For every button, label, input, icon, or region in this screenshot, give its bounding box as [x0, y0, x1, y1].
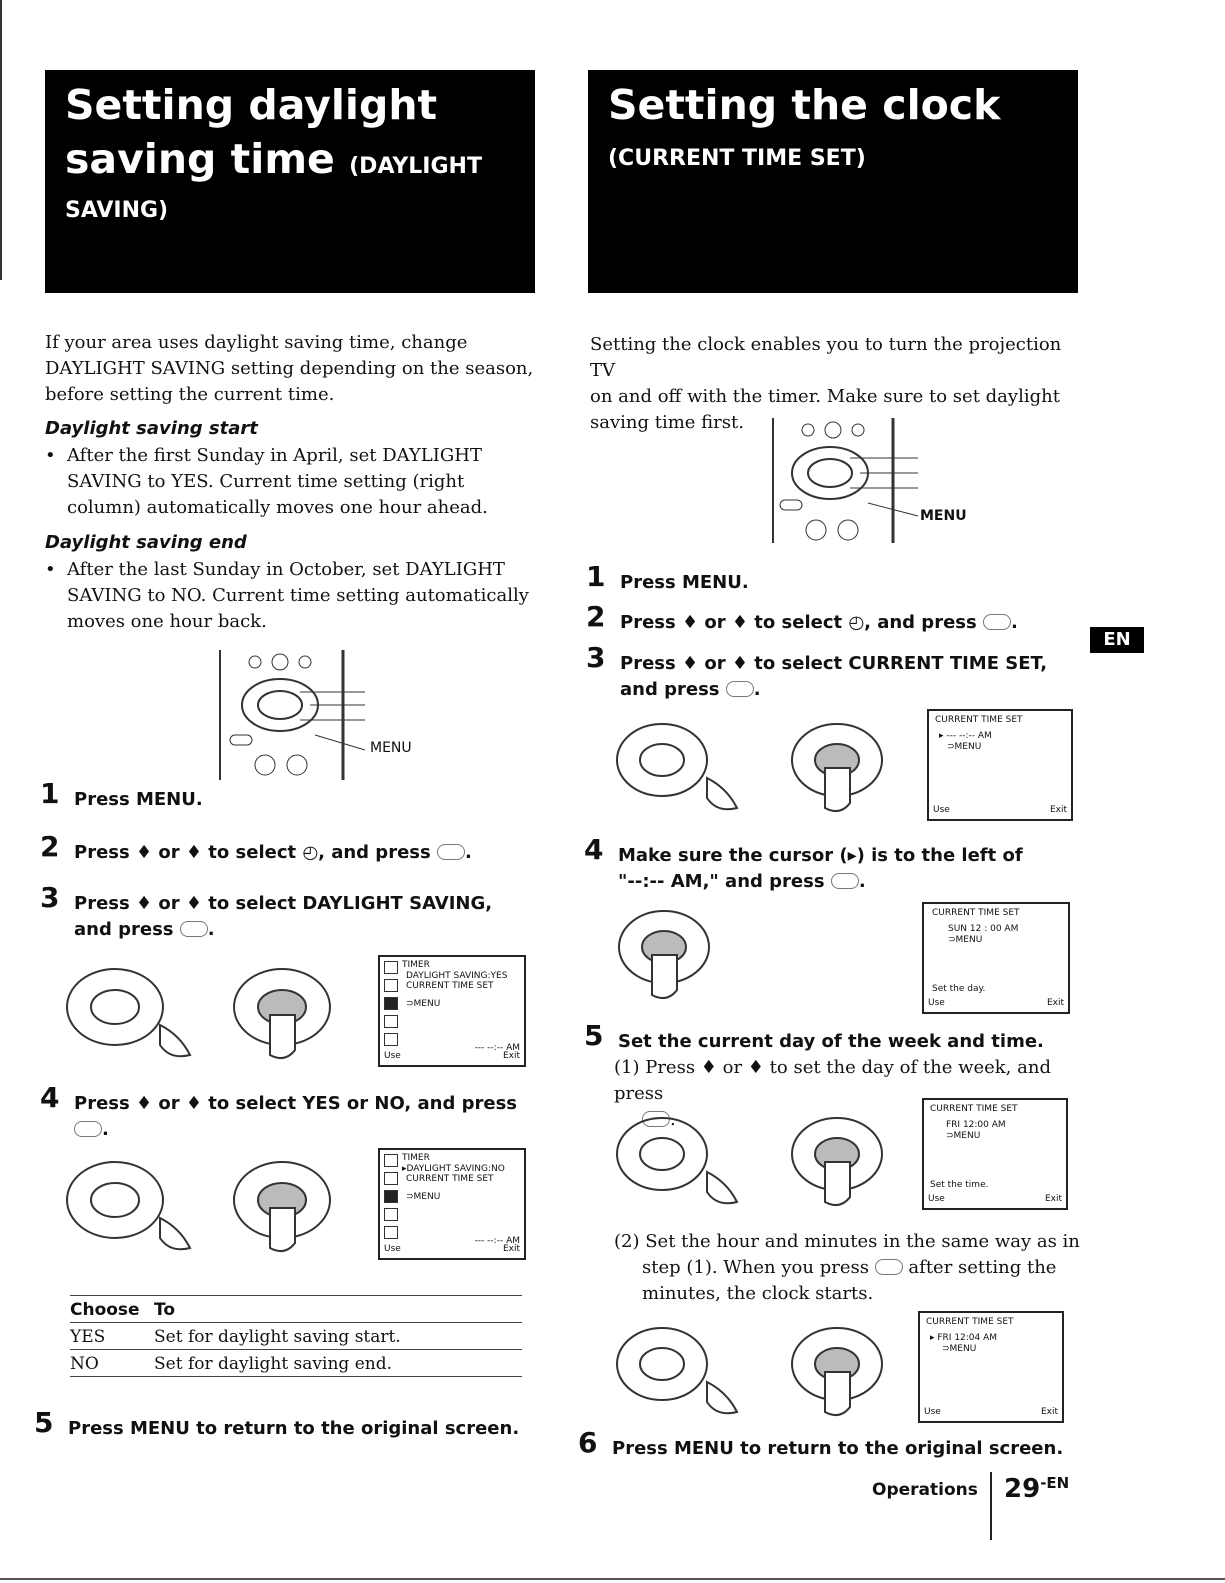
left-step-4-line1: Press ♦ or ♦ to select YES or NO, and press: [74, 1093, 518, 1114]
right-step-3-line2-text: and press: [620, 679, 726, 700]
left-step-4: [40, 1081, 518, 1143]
left-step-3-line2: [74, 917, 492, 943]
right-step-3: [586, 641, 1048, 703]
left-intro-line3: before setting the current time.: [45, 384, 335, 405]
osd-exit-label: Exit: [1046, 998, 1064, 1008]
right-step-1: [586, 560, 749, 596]
right-osd-3: [922, 1098, 1068, 1210]
left-step-2-tail: .: [464, 842, 472, 863]
osd-hint: Set the time.: [930, 1180, 989, 1190]
enter-button-icon: [437, 844, 465, 860]
table-row: [70, 1323, 522, 1350]
right-step-2: [586, 600, 1018, 636]
right-step-2-tail: .: [1010, 612, 1018, 633]
osd-line: CURRENT TIME SET: [406, 1174, 494, 1184]
osd-line: CURRENT TIME SET: [926, 1317, 1014, 1327]
osd-time: --- --:-- AM: [474, 1043, 520, 1053]
right-title-line1: Setting the clock: [608, 81, 1001, 129]
left-title-paren2: SAVING): [65, 198, 169, 223]
enter-button-icon: [983, 614, 1011, 630]
osd-line: ▸ --- --:-- AM: [939, 731, 992, 741]
left-step-3: [40, 881, 493, 943]
osd-line: TIMER: [402, 960, 430, 970]
right-hand-illustration-4: [612, 1322, 902, 1422]
timer-icon: [384, 997, 398, 1010]
footer-divider: [990, 1472, 992, 1540]
right-osd-1: [927, 709, 1073, 821]
left-step-2-number: 2: [40, 830, 60, 863]
osd-line: ⊃MENU: [947, 742, 982, 752]
right-step-4-line2-text: "--:-- AM," and press: [618, 871, 831, 892]
right-step-3-tail: .: [753, 679, 761, 700]
setup-icon: [384, 1208, 398, 1221]
right-hand-illustration-2: [612, 905, 722, 1005]
osd-line: CURRENT TIME SET: [930, 1104, 1018, 1114]
right-step-5-text: Set the current day of the week and time.: [618, 1031, 1044, 1052]
right-osd-4: [918, 1311, 1064, 1423]
left-step-4-number: 4: [40, 1081, 60, 1114]
end-line3: moves one hour back.: [67, 611, 267, 632]
enter-button-icon: [74, 1121, 102, 1137]
substep-2-line2: [614, 1255, 1084, 1281]
right-step-4-line1: Make sure the cursor (▸) is to the left of: [618, 845, 1023, 866]
osd-exit-label: Exit: [1040, 1407, 1058, 1417]
osd-use-label: Use: [933, 805, 950, 815]
left-title-paren1: (DAYLIGHT: [349, 154, 482, 179]
osd-line: ⊃MENU: [948, 935, 983, 945]
enter-button-icon: [726, 681, 754, 697]
right-title-banner: [588, 70, 1078, 293]
osd-use-label: Use: [928, 1194, 945, 1204]
left-intro-line2: DAYLIGHT SAVING setting depending on the season,: [45, 358, 534, 379]
caption-icon: [384, 1226, 398, 1239]
left-intro: [45, 330, 545, 408]
left-step-1: [40, 777, 203, 813]
left-step-3-line2-text: and press: [74, 919, 180, 940]
table-cell: NO: [70, 1354, 99, 1374]
left-title-banner: [45, 70, 535, 293]
music-icon: [384, 979, 398, 992]
left-hand-illustration-2: [60, 1158, 340, 1258]
right-remote-illustration: [768, 418, 968, 548]
daylight-start-bullet: [45, 443, 545, 521]
left-remote-illustration: [215, 650, 415, 790]
bottom-edge-line: [0, 1578, 1225, 1580]
right-intro-line2: on and off with the timer. Make sure to set daylight: [590, 386, 1060, 407]
table-cell: Set for daylight saving start.: [154, 1327, 401, 1347]
language-badge: EN: [1090, 627, 1144, 653]
left-step-2-text-b: , and press: [318, 842, 437, 863]
start-line1: • After the first Sunday in April, set DAYLIGHT: [67, 445, 482, 466]
substep-2-line2-b: after setting the: [908, 1257, 1057, 1278]
right-step-5-number: 5: [584, 1019, 604, 1052]
osd-line: ▸DAYLIGHT SAVING:NO: [402, 1164, 505, 1174]
left-hand-illustration-1: [60, 965, 340, 1065]
daylight-end-bullet: [45, 557, 545, 635]
right-step-6: [578, 1426, 1064, 1462]
footer-section: Operations: [872, 1480, 978, 1500]
right-step-6-text: Press MENU to return to the original screen.: [612, 1438, 1064, 1459]
osd-icon-column: [384, 1154, 400, 1244]
music-icon: [384, 1172, 398, 1185]
osd-hint: Set the day.: [932, 984, 986, 994]
footer-page-number: [1004, 1474, 1069, 1504]
table-cell: Set for daylight saving end.: [154, 1354, 392, 1374]
right-hand-illustration-3: [612, 1112, 902, 1212]
table-cell: YES: [70, 1327, 106, 1347]
osd-exit-label: Exit: [1049, 805, 1067, 815]
osd-footer: [384, 1051, 520, 1062]
osd-footer: [384, 1244, 520, 1255]
page-number: 29: [1004, 1474, 1041, 1504]
substep-2-line2-a: step (1). When you press: [642, 1257, 869, 1278]
osd-time: --- --:-- AM: [474, 1236, 520, 1246]
choose-table: [70, 1295, 522, 1377]
left-edge-mark: [0, 0, 2, 280]
osd-exit-label: Exit: [1044, 1194, 1062, 1204]
osd-line: ⊃MENU: [946, 1131, 981, 1141]
osd-line: CURRENT TIME SET: [932, 908, 1020, 918]
setup-icon: [384, 1015, 398, 1028]
left-step-1-number: 1: [40, 777, 60, 810]
table-header-row: [70, 1296, 522, 1323]
enter-button-icon: [875, 1259, 903, 1275]
right-intro-line3: saving time first.: [590, 412, 744, 433]
right-step-2-text-a: Press ♦ or ♦ to select: [620, 612, 849, 633]
table-row: [70, 1350, 522, 1377]
right-step-1-text: Press MENU.: [620, 572, 749, 593]
right-step-3-number: 3: [586, 641, 606, 674]
clock-icon: ◴: [848, 612, 865, 633]
osd-use-label: Use: [384, 1244, 401, 1254]
right-step-5: [584, 1019, 1044, 1055]
left-step-5-text: Press MENU to return to the original screen.: [68, 1418, 520, 1439]
osd-line: SUN 12 : 00 AM: [948, 924, 1019, 934]
left-osd-1: [378, 955, 526, 1067]
left-step-3-number: 3: [40, 881, 60, 914]
osd-footer: [928, 998, 1064, 1009]
left-intro-line1: If your area uses daylight saving time, change: [45, 332, 468, 353]
osd-footer: [928, 1194, 1062, 1205]
right-step-3-line2: [620, 677, 1047, 703]
left-step-2-text-a: Press ♦ or ♦ to select: [74, 842, 303, 863]
left-step-3-tail: .: [207, 919, 215, 940]
osd-line: FRI 12:00 AM: [946, 1120, 1006, 1130]
page-suffix: -EN: [1040, 1474, 1070, 1492]
table-header-to: To: [154, 1300, 176, 1320]
right-title-paren: (CURRENT TIME SET): [608, 146, 866, 171]
clock-icon: ◴: [302, 842, 319, 863]
substep-2-line3: minutes, the clock starts.: [642, 1283, 874, 1304]
osd-line: ▸ FRI 12:04 AM: [930, 1333, 998, 1343]
osd-footer: [924, 1407, 1058, 1418]
right-step-4-number: 4: [584, 833, 604, 866]
right-step-1-number: 1: [586, 560, 606, 593]
osd-line: ⊃MENU: [406, 999, 441, 1009]
end-line1: • After the last Sunday in October, set DAYLIGHT: [67, 559, 505, 580]
right-step-4: [584, 833, 1023, 895]
right-step-4-tail: .: [858, 871, 866, 892]
left-title-line1: Setting daylight: [65, 81, 438, 129]
osd-use-label: Use: [384, 1051, 401, 1061]
right-remote-menu-label: MENU: [920, 508, 967, 524]
start-line2: SAVING to YES. Current time setting (right: [67, 471, 465, 492]
osd-exit-label: Exit: [502, 1244, 520, 1254]
left-step-4-line2: [74, 1117, 517, 1143]
left-step-5-number: 5: [34, 1406, 54, 1439]
osd-line: TIMER: [402, 1153, 430, 1163]
end-line2: SAVING to NO. Current time setting automatically: [67, 585, 529, 606]
left-title-line2-wrap: [65, 132, 482, 194]
right-step-3-line1: Press ♦ or ♦ to select CURRENT TIME SET,: [620, 653, 1048, 674]
right-intro-line1: Setting the clock enables you to turn the projection TV: [590, 334, 1062, 381]
enter-button-icon: [180, 921, 208, 937]
substep-1-line2: .: [614, 1107, 1084, 1133]
timer-icon: [384, 1190, 398, 1203]
left-step-1-text: Press MENU.: [74, 789, 203, 810]
left-osd-2: [378, 1148, 526, 1260]
osd-exit-label: Exit: [502, 1051, 520, 1061]
table-header-choose: Choose: [70, 1300, 140, 1320]
daylight-end-heading: Daylight saving end: [45, 532, 247, 553]
left-step-5: [34, 1406, 520, 1442]
left-step-3-line1: Press ♦ or ♦ to select DAYLIGHT SAVING,: [74, 893, 493, 914]
caption-icon: [384, 1033, 398, 1046]
start-line3: column) automatically moves one hour ahead.: [67, 497, 488, 518]
right-step-2-number: 2: [586, 600, 606, 633]
osd-footer: [933, 805, 1067, 816]
enter-button-icon: [831, 873, 859, 889]
right-hand-illustration-1: [612, 718, 902, 818]
left-step-4-tail: .: [102, 1119, 109, 1140]
osd-line: DAYLIGHT SAVING:YES: [406, 971, 508, 981]
daylight-start-heading: Daylight saving start: [45, 418, 258, 439]
left-remote-menu-label: MENU: [370, 740, 412, 756]
osd-line: CURRENT TIME SET: [406, 981, 494, 991]
substep-1-line1: (1) Press ♦ or ♦ to set the day of the week, and press: [614, 1057, 1051, 1104]
osd-icon-column: [384, 961, 400, 1051]
osd-use-label: Use: [928, 998, 945, 1008]
osd-line: ⊃MENU: [942, 1344, 977, 1354]
right-step-4-line2: [618, 869, 1023, 895]
substep-2-line1: (2) Set the hour and minutes in the same way as in: [614, 1231, 1080, 1252]
left-step-2: [40, 830, 472, 866]
video-icon: [384, 961, 398, 974]
video-icon: [384, 1154, 398, 1167]
osd-line: CURRENT TIME SET: [935, 715, 1023, 725]
right-step-2-text-b: , and press: [864, 612, 983, 633]
left-title-line2: saving time: [65, 135, 335, 183]
osd-line: ⊃MENU: [406, 1192, 441, 1202]
right-substep-2: [614, 1229, 1084, 1307]
right-step-6-number: 6: [578, 1426, 598, 1459]
right-osd-2: [922, 902, 1070, 1014]
osd-use-label: Use: [924, 1407, 941, 1417]
